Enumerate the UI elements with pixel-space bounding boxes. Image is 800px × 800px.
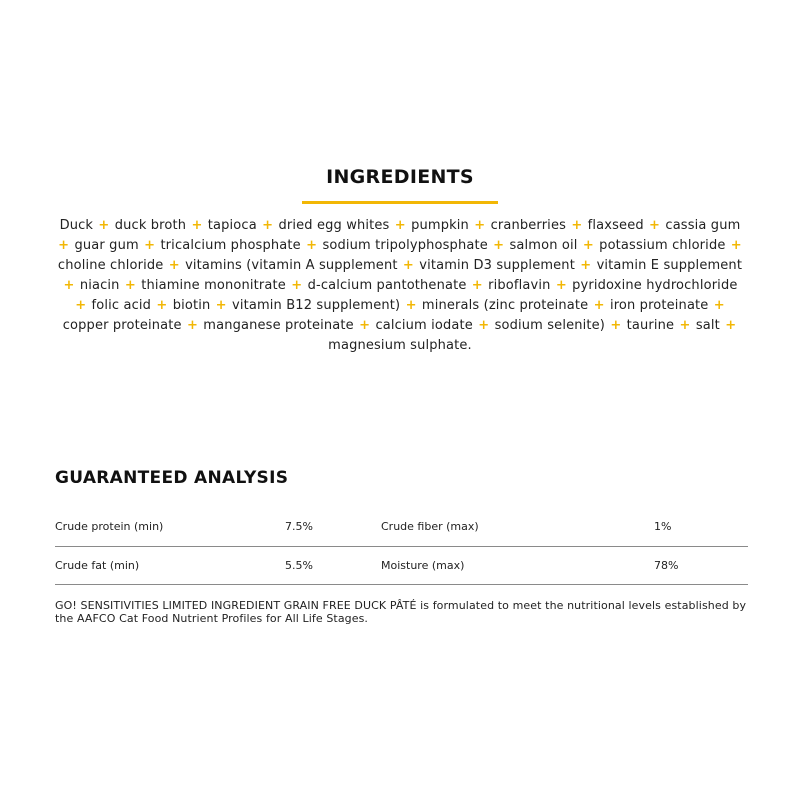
plus-separator-icon: + (58, 238, 70, 253)
ingredient-item: vitamins (vitamin A supplement (185, 258, 398, 273)
nutrient-value: 78% (654, 558, 679, 572)
ingredient-item: flaxseed (587, 218, 644, 233)
analysis-title: GUARANTEED ANALYSIS (55, 468, 289, 488)
plus-separator-icon: + (725, 318, 737, 333)
plus-separator-icon: + (555, 278, 567, 293)
plus-separator-icon: + (679, 318, 691, 333)
plus-separator-icon: + (291, 278, 303, 293)
plus-separator-icon: + (474, 218, 486, 233)
nutrient-value: 5.5% (285, 558, 313, 572)
plus-separator-icon: + (98, 218, 110, 233)
ingredient-item: tricalcium phosphate (160, 238, 301, 253)
ingredient-item: pyridoxine hydrochloride (572, 278, 738, 293)
ingredient-item: niacin (79, 278, 120, 293)
plus-separator-icon: + (471, 278, 483, 293)
ingredient-item: duck broth (114, 218, 187, 233)
plus-separator-icon: + (394, 218, 406, 233)
ingredient-item: thiamine mononitrate (141, 278, 286, 293)
plus-separator-icon: + (168, 258, 180, 273)
title-underline (302, 201, 498, 204)
ingredient-item: copper proteinate (62, 318, 182, 333)
plus-separator-icon: + (63, 278, 75, 293)
ingredient-item: dried egg whites (278, 218, 390, 233)
ingredient-item: folic acid (91, 298, 152, 313)
plus-separator-icon: + (571, 218, 583, 233)
ingredient-item: potassium chloride (599, 238, 726, 253)
plus-separator-icon: + (730, 238, 742, 253)
nutrient-value: 7.5% (285, 520, 313, 534)
nutrient-label: Crude fat (min) (55, 558, 140, 572)
ingredient-item: sodium tripolyphosphate (322, 238, 488, 253)
plus-separator-icon: + (649, 218, 661, 233)
ingredients-section (55, 164, 745, 356)
ingredient-item: cranberries (490, 218, 567, 233)
plus-separator-icon: + (580, 258, 592, 273)
plus-separator-icon: + (191, 218, 203, 233)
plus-separator-icon: + (582, 238, 594, 253)
ingredient-item: calcium iodate (375, 318, 473, 333)
plus-separator-icon: + (215, 298, 227, 313)
plus-separator-icon: + (713, 298, 725, 313)
ingredients-list (55, 216, 745, 356)
ingredient-item: taurine (626, 318, 675, 333)
table-row (55, 546, 748, 584)
nutrient-label: Crude fiber (max) (381, 520, 479, 534)
plus-separator-icon: + (156, 298, 168, 313)
plus-separator-icon: + (405, 298, 417, 313)
ingredient-item: salt (695, 318, 720, 333)
ingredient-item: magnesium sulphate. (328, 338, 472, 353)
plus-separator-icon: + (593, 298, 605, 313)
plus-separator-icon: + (262, 218, 274, 233)
plus-separator-icon: + (610, 318, 622, 333)
ingredient-item: sodium selenite) (494, 318, 606, 333)
plus-separator-icon: + (124, 278, 136, 293)
ingredient-item: vitamin E supplement (596, 258, 743, 273)
analysis-table (55, 508, 748, 585)
ingredients-title: INGREDIENTS (326, 166, 474, 188)
ingredient-item: pumpkin (411, 218, 469, 233)
ingredient-item: vitamin B12 supplement) (232, 298, 401, 313)
ingredient-item: cassia gum (665, 218, 741, 233)
ingredient-item: tapioca (207, 218, 257, 233)
table-row (55, 508, 748, 546)
ingredient-item: minerals (zinc proteinate (421, 298, 589, 313)
plus-separator-icon: + (186, 318, 198, 333)
plus-separator-icon: + (144, 238, 156, 253)
plus-separator-icon: + (402, 258, 414, 273)
nutrient-label: Moisture (max) (381, 558, 465, 572)
plus-separator-icon: + (306, 238, 318, 253)
ingredient-item: guar gum (74, 238, 139, 253)
ingredient-item: iron proteinate (609, 298, 709, 313)
ingredient-item: d-calcium pantothenate (307, 278, 467, 293)
nutrient-label: Crude protein (min) (55, 520, 164, 534)
plus-separator-icon: + (478, 318, 490, 333)
guaranteed-analysis-section (55, 466, 748, 625)
ingredient-item: manganese proteinate (203, 318, 354, 333)
ingredient-item: vitamin D3 supplement (419, 258, 575, 273)
nutrient-value: 1% (654, 520, 672, 534)
plus-separator-icon: + (493, 238, 505, 253)
plus-separator-icon: + (75, 298, 87, 313)
plus-separator-icon: + (359, 318, 371, 333)
ingredient-item: salmon oil (509, 238, 578, 253)
aafco-statement: GO! SENSITIVITIES LIMITED INGREDIENT GRAIN FREE DUCK PÂTÉ is formulated to meet the nutritional levels established by the AAFCO Cat Food Nutrient Profiles for All Life Stages. (55, 598, 747, 625)
ingredient-item: choline chloride (57, 258, 164, 273)
ingredient-item: riboflavin (488, 278, 551, 293)
ingredient-item: biotin (172, 298, 211, 313)
ingredient-item: Duck (59, 218, 94, 233)
